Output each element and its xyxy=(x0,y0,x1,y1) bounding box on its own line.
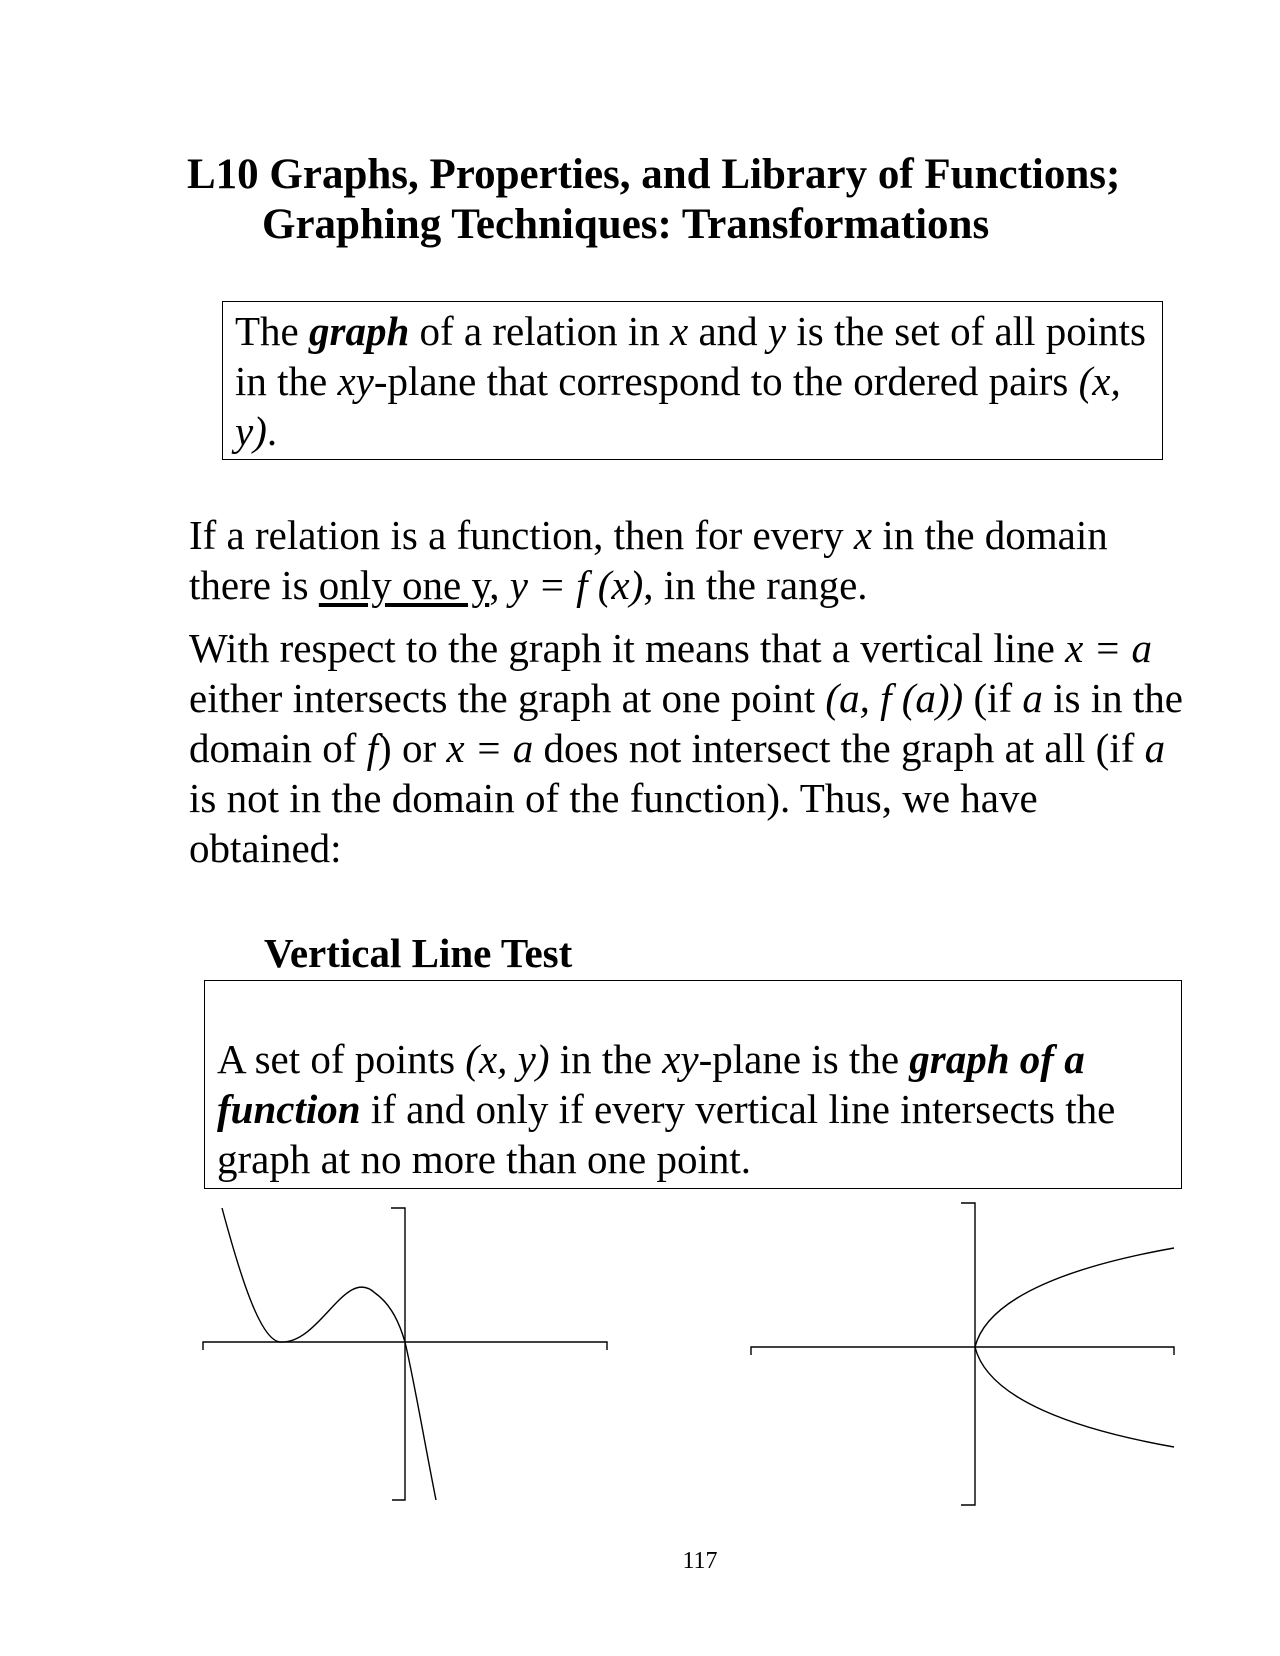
function-formula: y = f (x) xyxy=(509,562,644,608)
y-axis xyxy=(961,1203,975,1505)
ordered-pair: (x, y) xyxy=(235,358,1121,454)
vertical-line-paragraph xyxy=(189,623,1189,873)
theorem-term: graph of a function xyxy=(217,1036,1085,1132)
xy-plane-label: xy xyxy=(337,358,374,404)
paragraph-text: either intersects the graph at one point xyxy=(189,675,826,721)
equation: x = a xyxy=(446,725,534,771)
function-paragraph xyxy=(189,510,1189,610)
paragraph-text: , in the range. xyxy=(643,562,868,608)
definition-text: -plane that correspond to the ordered pairs xyxy=(373,358,1079,404)
theorem-text: in the xyxy=(549,1036,663,1082)
graph-definition-box xyxy=(222,301,1163,460)
paragraph-text: ) or xyxy=(378,725,447,771)
function-graph-left xyxy=(200,1205,620,1505)
variable-a: a xyxy=(1022,675,1043,721)
ordered-pair: (x, y) xyxy=(465,1036,550,1082)
cubic-curve xyxy=(222,1208,436,1500)
paragraph-text: in the domain there is xyxy=(189,512,1108,608)
definition-text: is the set of all points in the xyxy=(235,308,1146,404)
y-axis xyxy=(391,1208,405,1500)
paragraph-text: , xyxy=(489,562,510,608)
theorem-text: A set of points xyxy=(217,1036,466,1082)
paragraph-text: If a relation is a function, then for every xyxy=(189,512,854,558)
definition-text: and xyxy=(688,308,768,354)
xy-plane-label: xy xyxy=(662,1036,699,1082)
paragraph-text: is not in the domain of the function). Thus, we have obtained: xyxy=(189,775,1038,871)
variable-a: a xyxy=(1144,725,1166,771)
paragraph-text: (if xyxy=(963,675,1023,721)
title-line-2: Graphing Techniques: Transformations xyxy=(262,201,990,248)
point-notation: (a, f (a)) xyxy=(825,675,964,721)
paragraph-text: With respect to the graph it means that a vertical line xyxy=(189,625,1066,671)
variable-x: x xyxy=(669,308,689,354)
title-line-1: L10 Graphs, Properties, and Library of Functions; xyxy=(187,151,1121,198)
theorem-text: -plane is the xyxy=(698,1036,910,1082)
definition-text: of a relation in xyxy=(409,308,670,354)
variable-y: y xyxy=(767,308,787,354)
paragraph-text: is in the domain of xyxy=(189,675,1183,771)
variable-x: x xyxy=(853,512,873,558)
vertical-line-test-box xyxy=(204,980,1182,1189)
paragraph-text: does not intersect the graph at all (if xyxy=(533,725,1145,771)
vertical-line-test-heading: Vertical Line Test xyxy=(264,930,573,976)
underlined-phrase: only one y xyxy=(318,562,490,608)
definition-text: . xyxy=(266,408,278,454)
definition-term: graph xyxy=(309,308,410,354)
x-axis xyxy=(751,1347,1174,1355)
page-title xyxy=(187,150,1187,250)
page-number: 117 xyxy=(682,1548,718,1574)
equation: x = a xyxy=(1065,625,1152,671)
variable-f: f xyxy=(366,725,379,771)
non-function-graph-right xyxy=(748,1200,1180,1510)
theorem-text: if and only if every vertical line intersects the graph at no more than one point. xyxy=(217,1086,1116,1182)
definition-text: The xyxy=(235,308,309,354)
